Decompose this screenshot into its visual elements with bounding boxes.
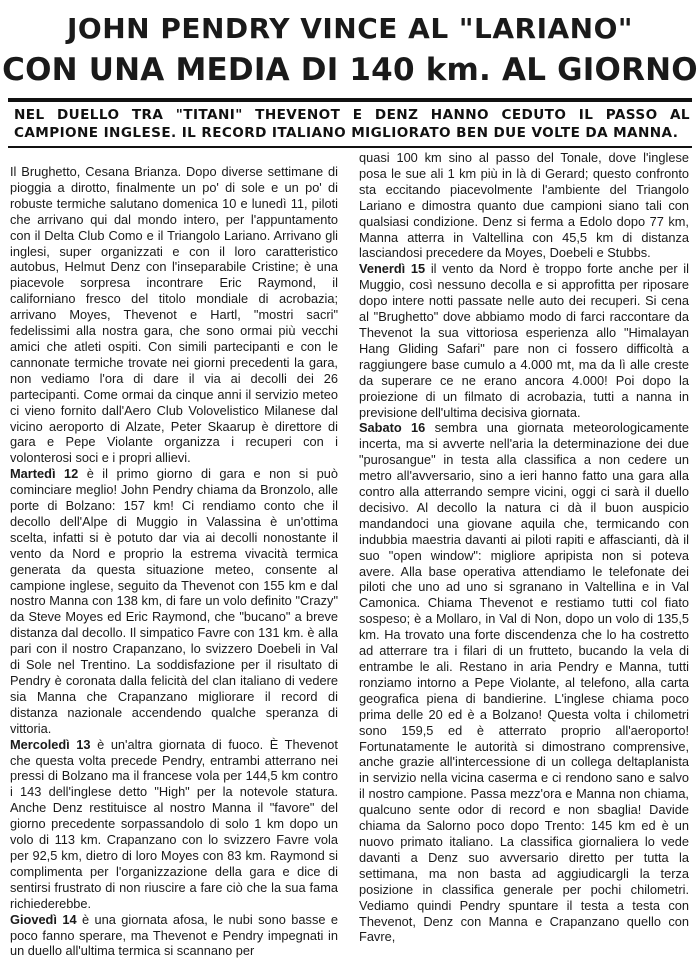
saturday-paragraph bbox=[359, 420, 689, 945]
subhead-divider bbox=[8, 146, 692, 148]
tuesday-label: Martedì 12 bbox=[10, 466, 79, 482]
tuesday-text: è il primo giorno di gara e non si può cominciare meglio! John Pendry chiama da Bronzolo, alle porte di Bolzano: 157 km! Ci rendiamo conto che il decollo dell'Alpe di Muggio in Valassina è un'ottima scelta, infatti si è potuto dar via ai decolli nonostante il vento da Nord e proprio la estrema vivacità termica generata da questa situazione meteo, consente al campione inglese, seguito da Thevenot con 155 km e dal nostro Manna con 138 km, di fare un volo definito "Crazy" da Steve Moyes ed Eric Raymond, che "bucano" a breve distanza dal decollo. Il simpatico Favre con 131 km. è alla pari con il nostro Crapanzano, lo svizzero Doebeli in Val di Sole nel Trentino. La soddisfazione per il risultato di Pendry è coronata dalla felicità del clan italiano di vedere sia Manna che Crapanzano migliorare il record di distanza nazionale accendendo qualche speranza di vittoria. bbox=[10, 466, 338, 736]
headline-line-2: CON UNA MEDIA DI 140 km. AL GIORNO bbox=[2, 52, 698, 88]
article-column-right bbox=[359, 150, 689, 945]
top-divider bbox=[8, 98, 692, 102]
wednesday-paragraph bbox=[10, 737, 338, 912]
intro-text: Il Brughetto, Cesana Brianza. Dopo diverse settimane di pioggia a dirotto, finalmente un po' di sole e un po' di robuste termiche salutano domenica 10 e lunedì 11, piloti che arrivano qui dal mondo intero, per l'appuntamento con il Delta Club Como e il Triangolo Lariano. Arrivano gli inglesi, super organizzati e con il loro caratteristico autobus, Helmut Denz con l'inseparabile Cristine; è una piacevole sorpresa incontrare Eric Raymond, il californiano fresco del titolo mondiale di acrobazia; arrivano Moyes, Thevenot e Hartl, "mostri sacri" fedelissimi alla nostra gara, che sono ormai più vecchi amici che atleti ospiti. Con simili partecipanti e con le cannonate termiche trovate nei giorni precedenti la gara, non vediamo l'ora di dare il via ai decolli dei 26 partecipanti. Come ormai da cinque anni il servizio meteo ci vieno fornito dall'Aero Club Volovelistico Milanese dal vicino aeroporto di Alzate, Peter Skaarup è direttore di gara e Pepe Violante organizza i recuperi con i volonterosi soci e i propri allievi. bbox=[10, 164, 338, 466]
article-column-left bbox=[10, 164, 338, 959]
friday-paragraph bbox=[359, 261, 689, 420]
saturday-text: sembra una giornata meteorologicamente incerta, ma si avverte nell'aria la determinazione dei due "purosangue" in testa alla classifica a non cedere un metro all'avversario, sino a ieri hanno fatto una gara alla contro alla atterrando sempre vicini, oggi ci sarà il duello decisivo. Al decollo la natura ci dà il buon auspicio mandandoci una giovane aquila che, termicando con indubbia maestria davanti ai piloti rapiti e affascianti, dà il suo "open window": migliore apripista non si poteva avere. Alla base operativa attendiamo le telefonate dei piloti che uno ad uno si sgranano in Valtellina e in Val Camonica. Chiama Thevenot e restiamo tutti col fiato sospeso; è a Mollaro, in Val di Non, dopo un volo di 135,5 km. Ha trovato una forte discendenza che lo ha costretto ad atterrare tra i filari di un frutteto, bucando la vela di entrambe le ali. Restano in aria Pendry e Manna, tutti ronziamo intorno a Pepe Violante, al telefono, alla carta geografica piena di bandierine. L'inglese chiama poco prima delle 20 ed è a Bolzano! Questa volta i chilometri sono 159,5 ed è atterrato proprio all'aeroporto! Fortunatamente le autorità si dimostrano comprensive, anche grazie all'intercessione di un collega deltaplanista in servizio nella vicina caserma e ci rendono sano e salvo il nostro campione. Passa mezz'ora e Manna non chiama, qualcuno sente odor di record e non sbaglia! Davide chiama da Salorno poco dopo Trento: 145 km ed è un nuovo primato italiano. La classifica giornaliera lo vede davanti a Denz suo avversario diretto per tutta la settimana, ma non basta ad aggiudicargli la terza posizione in classifica generale per pochi chilometri. Vediamo quindi Pendry spuntare il testa a testa con Thevenot, Denz con Manna e Crapanzano quello con Favre, bbox=[359, 420, 689, 945]
subheadline: NEL DUELLO TRA "TITANI" THEVENOT E DENZ HANNO CEDUTO IL PASSO AL CAMPIONE INGLESE. IL RECORD ITALIANO MIGLIORATO BEN DUE VOLTE DA MANNA. bbox=[14, 107, 690, 141]
tuesday-paragraph bbox=[10, 466, 338, 736]
friday-label: Venerdì 15 bbox=[359, 261, 426, 277]
intro-paragraph bbox=[10, 164, 338, 466]
continuation-text: quasi 100 km sino al passo del Tonale, dove l'inglese posa le sue ali 1 km più in là di Gerard; questo confronto sta eccitando piacevolmente l'ambiente del Triangolo Lariano e dimostra quanto due campioni siano tali con qualsiasi condizione. Denz si ferma a Edolo dopo 77 km, Manna atterra in Valtellina con 45,5 km di distanza lasciandosi precedere da Moyes, Doebeli e Stubbs. bbox=[359, 150, 689, 261]
saturday-label: Sabato 16 bbox=[359, 420, 426, 436]
thursday-paragraph bbox=[10, 912, 338, 960]
wednesday-text: è un'altra giornata di fuoco. È Thevenot che questa volta precede Pendry, entrambi atterrano nei pressi di Bolzano ma il francese vola per 144,5 km contro i 143 dell'inglese detto "High" per la notevole statura. Anche Denz restituisce al nostro Manna il "favore" del giorno precedente sorpassandolo di solo 1 km dopo un volo di 113 km. Crapanzano con lo svizzero Favre vola per 92,5 km, dietro di loro Moyes con 83 km. Raymond si complimenta per l'organizzazione della gara e dice di sentirsi frustrato di non riuscire a fare ciò che la sua fama richiederebbe. bbox=[10, 736, 338, 911]
continuation-paragraph bbox=[359, 150, 689, 261]
friday-text: il vento da Nord è troppo forte anche per il Muggio, così nessuno decolla e si approfitta per riposare dopo intere notti passate nelle auto dei recuperi. Si cena al "Brughetto" dove abbiamo modo di farci raccontare da Thevenot la sua vittoriosa esperienza allo "Himalayan Hang Gliding Safari" pare non ci fossero difficoltà a raggiungere base cumulo a 4.000 mt, ma da lì alle creste da superare ce ne erano ancora 4.000! Poi dopo la proiezione di un filmato di acrobazia, tutti a nanna in previsione dell'ultima decisiva giornata. bbox=[359, 261, 689, 420]
thursday-text: è una giornata afosa, le nubi sono basse e poco fanno sperare, ma Thevenot e Pendry impegnati in un duello all'ultima termica si scannano per bbox=[10, 911, 338, 959]
headline-line-1: JOHN PENDRY VINCE AL "LARIANO" bbox=[67, 12, 633, 45]
wednesday-label: Mercoledì 13 bbox=[10, 736, 91, 752]
thursday-label: Giovedì 14 bbox=[10, 911, 77, 927]
